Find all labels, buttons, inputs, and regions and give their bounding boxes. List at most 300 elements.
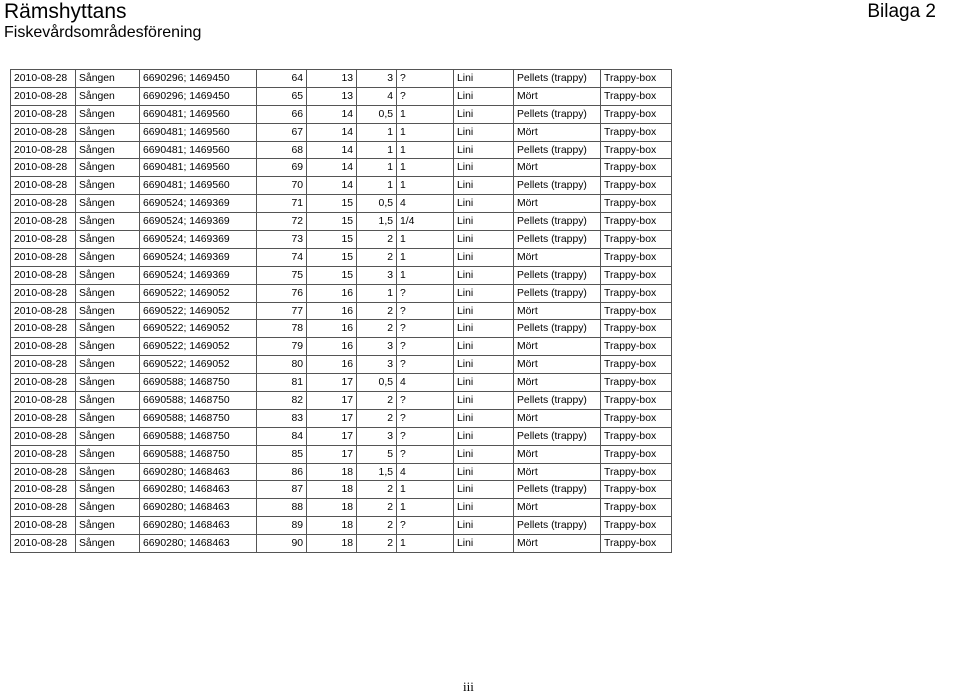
location-cell: Sången bbox=[76, 105, 140, 123]
table-row bbox=[11, 248, 672, 266]
bait-cell: Mört bbox=[514, 248, 601, 266]
table-row bbox=[11, 123, 672, 141]
method-cell: Trappy-box bbox=[601, 177, 672, 195]
date-cell: 2010-08-28 bbox=[11, 499, 76, 517]
number-cell: 82 bbox=[257, 392, 307, 410]
depth-cell: 2 bbox=[357, 517, 397, 535]
table-row bbox=[11, 481, 672, 499]
count-cell: ? bbox=[397, 392, 454, 410]
number-cell: 66 bbox=[257, 105, 307, 123]
date-cell: 2010-08-28 bbox=[11, 87, 76, 105]
depth-cell: 0,5 bbox=[357, 105, 397, 123]
count-cell: ? bbox=[397, 517, 454, 535]
line-cell: Lini bbox=[454, 105, 514, 123]
number-cell: 65 bbox=[257, 87, 307, 105]
location-cell: Sången bbox=[76, 481, 140, 499]
number-cell: 76 bbox=[257, 284, 307, 302]
date-cell: 2010-08-28 bbox=[11, 427, 76, 445]
coordinate-cell: 6690481; 1469560 bbox=[140, 123, 257, 141]
value-cell: 18 bbox=[307, 499, 357, 517]
value-cell: 18 bbox=[307, 463, 357, 481]
line-cell: Lini bbox=[454, 320, 514, 338]
coordinate-cell: 6690524; 1469369 bbox=[140, 195, 257, 213]
date-cell: 2010-08-28 bbox=[11, 535, 76, 553]
method-cell: Trappy-box bbox=[601, 499, 672, 517]
location-cell: Sången bbox=[76, 409, 140, 427]
line-cell: Lini bbox=[454, 302, 514, 320]
date-cell: 2010-08-28 bbox=[11, 409, 76, 427]
bait-cell: Pellets (trappy) bbox=[514, 141, 601, 159]
coordinate-cell: 6690524; 1469369 bbox=[140, 231, 257, 249]
count-cell: 1 bbox=[397, 535, 454, 553]
line-cell: Lini bbox=[454, 445, 514, 463]
bait-cell: Pellets (trappy) bbox=[514, 231, 601, 249]
line-cell: Lini bbox=[454, 338, 514, 356]
coordinate-cell: 6690522; 1469052 bbox=[140, 338, 257, 356]
method-cell: Trappy-box bbox=[601, 87, 672, 105]
date-cell: 2010-08-28 bbox=[11, 266, 76, 284]
table-row bbox=[11, 213, 672, 231]
number-cell: 83 bbox=[257, 409, 307, 427]
number-cell: 71 bbox=[257, 195, 307, 213]
count-cell: ? bbox=[397, 302, 454, 320]
location-cell: Sången bbox=[76, 248, 140, 266]
organization-name: Rämshyttans bbox=[4, 0, 127, 23]
bait-cell: Mört bbox=[514, 159, 601, 177]
coordinate-cell: 6690588; 1468750 bbox=[140, 409, 257, 427]
coordinate-cell: 6690280; 1468463 bbox=[140, 535, 257, 553]
count-cell: 1/4 bbox=[397, 213, 454, 231]
table-row bbox=[11, 427, 672, 445]
coordinate-cell: 6690280; 1468463 bbox=[140, 499, 257, 517]
method-cell: Trappy-box bbox=[601, 302, 672, 320]
date-cell: 2010-08-28 bbox=[11, 302, 76, 320]
coordinate-cell: 6690524; 1469369 bbox=[140, 213, 257, 231]
bait-cell: Mört bbox=[514, 338, 601, 356]
bait-cell: Mört bbox=[514, 195, 601, 213]
value-cell: 17 bbox=[307, 392, 357, 410]
number-cell: 64 bbox=[257, 70, 307, 88]
date-cell: 2010-08-28 bbox=[11, 248, 76, 266]
date-cell: 2010-08-28 bbox=[11, 463, 76, 481]
value-cell: 15 bbox=[307, 266, 357, 284]
location-cell: Sången bbox=[76, 517, 140, 535]
coordinate-cell: 6690296; 1469450 bbox=[140, 87, 257, 105]
number-cell: 70 bbox=[257, 177, 307, 195]
location-cell: Sången bbox=[76, 445, 140, 463]
location-cell: Sången bbox=[76, 70, 140, 88]
table-row bbox=[11, 302, 672, 320]
method-cell: Trappy-box bbox=[601, 284, 672, 302]
method-cell: Trappy-box bbox=[601, 356, 672, 374]
bait-cell: Mört bbox=[514, 123, 601, 141]
number-cell: 75 bbox=[257, 266, 307, 284]
table-row bbox=[11, 356, 672, 374]
table-row bbox=[11, 320, 672, 338]
value-cell: 18 bbox=[307, 535, 357, 553]
location-cell: Sången bbox=[76, 427, 140, 445]
date-cell: 2010-08-28 bbox=[11, 231, 76, 249]
number-cell: 69 bbox=[257, 159, 307, 177]
method-cell: Trappy-box bbox=[601, 248, 672, 266]
number-cell: 81 bbox=[257, 374, 307, 392]
value-cell: 15 bbox=[307, 213, 357, 231]
date-cell: 2010-08-28 bbox=[11, 195, 76, 213]
value-cell: 15 bbox=[307, 195, 357, 213]
line-cell: Lini bbox=[454, 70, 514, 88]
location-cell: Sången bbox=[76, 177, 140, 195]
coordinate-cell: 6690524; 1469369 bbox=[140, 266, 257, 284]
count-cell: 4 bbox=[397, 374, 454, 392]
bait-cell: Pellets (trappy) bbox=[514, 427, 601, 445]
count-cell: 1 bbox=[397, 248, 454, 266]
table-row bbox=[11, 266, 672, 284]
date-cell: 2010-08-28 bbox=[11, 213, 76, 231]
line-cell: Lini bbox=[454, 463, 514, 481]
location-cell: Sången bbox=[76, 141, 140, 159]
method-cell: Trappy-box bbox=[601, 481, 672, 499]
value-cell: 17 bbox=[307, 445, 357, 463]
coordinate-cell: 6690588; 1468750 bbox=[140, 427, 257, 445]
count-cell: 1 bbox=[397, 123, 454, 141]
appendix-label: Bilaga 2 bbox=[867, 1, 936, 22]
bait-cell: Pellets (trappy) bbox=[514, 105, 601, 123]
location-cell: Sången bbox=[76, 231, 140, 249]
location-cell: Sången bbox=[76, 499, 140, 517]
method-cell: Trappy-box bbox=[601, 392, 672, 410]
line-cell: Lini bbox=[454, 266, 514, 284]
date-cell: 2010-08-28 bbox=[11, 481, 76, 499]
depth-cell: 0,5 bbox=[357, 195, 397, 213]
table-row bbox=[11, 195, 672, 213]
date-cell: 2010-08-28 bbox=[11, 517, 76, 535]
bait-cell: Pellets (trappy) bbox=[514, 70, 601, 88]
count-cell: ? bbox=[397, 427, 454, 445]
line-cell: Lini bbox=[454, 374, 514, 392]
bait-cell: Mört bbox=[514, 463, 601, 481]
table-row bbox=[11, 463, 672, 481]
location-cell: Sången bbox=[76, 535, 140, 553]
date-cell: 2010-08-28 bbox=[11, 159, 76, 177]
value-cell: 15 bbox=[307, 231, 357, 249]
number-cell: 86 bbox=[257, 463, 307, 481]
number-cell: 87 bbox=[257, 481, 307, 499]
table-row bbox=[11, 499, 672, 517]
method-cell: Trappy-box bbox=[601, 266, 672, 284]
depth-cell: 2 bbox=[357, 392, 397, 410]
line-cell: Lini bbox=[454, 356, 514, 374]
coordinate-cell: 6690588; 1468750 bbox=[140, 374, 257, 392]
location-cell: Sången bbox=[76, 356, 140, 374]
value-cell: 18 bbox=[307, 517, 357, 535]
depth-cell: 2 bbox=[357, 409, 397, 427]
location-cell: Sången bbox=[76, 463, 140, 481]
depth-cell: 1 bbox=[357, 177, 397, 195]
number-cell: 72 bbox=[257, 213, 307, 231]
depth-cell: 1,5 bbox=[357, 463, 397, 481]
location-cell: Sången bbox=[76, 374, 140, 392]
depth-cell: 0,5 bbox=[357, 374, 397, 392]
method-cell: Trappy-box bbox=[601, 213, 672, 231]
bait-cell: Pellets (trappy) bbox=[514, 517, 601, 535]
depth-cell: 5 bbox=[357, 445, 397, 463]
depth-cell: 4 bbox=[357, 87, 397, 105]
value-cell: 16 bbox=[307, 356, 357, 374]
number-cell: 78 bbox=[257, 320, 307, 338]
count-cell: ? bbox=[397, 320, 454, 338]
count-cell: 4 bbox=[397, 463, 454, 481]
value-cell: 18 bbox=[307, 481, 357, 499]
value-cell: 17 bbox=[307, 374, 357, 392]
count-cell: ? bbox=[397, 338, 454, 356]
table-row bbox=[11, 374, 672, 392]
coordinate-cell: 6690522; 1469052 bbox=[140, 356, 257, 374]
value-cell: 14 bbox=[307, 105, 357, 123]
number-cell: 90 bbox=[257, 535, 307, 553]
method-cell: Trappy-box bbox=[601, 409, 672, 427]
table-row bbox=[11, 338, 672, 356]
coordinate-cell: 6690481; 1469560 bbox=[140, 105, 257, 123]
method-cell: Trappy-box bbox=[601, 195, 672, 213]
value-cell: 17 bbox=[307, 427, 357, 445]
bait-cell: Pellets (trappy) bbox=[514, 481, 601, 499]
line-cell: Lini bbox=[454, 195, 514, 213]
number-cell: 88 bbox=[257, 499, 307, 517]
coordinate-cell: 6690280; 1468463 bbox=[140, 481, 257, 499]
date-cell: 2010-08-28 bbox=[11, 177, 76, 195]
value-cell: 17 bbox=[307, 409, 357, 427]
depth-cell: 1 bbox=[357, 159, 397, 177]
location-cell: Sången bbox=[76, 392, 140, 410]
location-cell: Sången bbox=[76, 338, 140, 356]
value-cell: 16 bbox=[307, 338, 357, 356]
method-cell: Trappy-box bbox=[601, 320, 672, 338]
line-cell: Lini bbox=[454, 213, 514, 231]
value-cell: 14 bbox=[307, 159, 357, 177]
depth-cell: 2 bbox=[357, 248, 397, 266]
method-cell: Trappy-box bbox=[601, 517, 672, 535]
value-cell: 14 bbox=[307, 123, 357, 141]
bait-cell: Mört bbox=[514, 409, 601, 427]
coordinate-cell: 6690522; 1469052 bbox=[140, 284, 257, 302]
method-cell: Trappy-box bbox=[601, 463, 672, 481]
depth-cell: 3 bbox=[357, 427, 397, 445]
date-cell: 2010-08-28 bbox=[11, 338, 76, 356]
value-cell: 13 bbox=[307, 87, 357, 105]
value-cell: 13 bbox=[307, 70, 357, 88]
count-cell: ? bbox=[397, 409, 454, 427]
count-cell: 1 bbox=[397, 105, 454, 123]
depth-cell: 3 bbox=[357, 356, 397, 374]
coordinate-cell: 6690588; 1468750 bbox=[140, 445, 257, 463]
catch-data-table bbox=[10, 69, 672, 553]
line-cell: Lini bbox=[454, 231, 514, 249]
coordinate-cell: 6690522; 1469052 bbox=[140, 320, 257, 338]
coordinate-cell: 6690296; 1469450 bbox=[140, 70, 257, 88]
location-cell: Sången bbox=[76, 213, 140, 231]
number-cell: 68 bbox=[257, 141, 307, 159]
table-row bbox=[11, 159, 672, 177]
line-cell: Lini bbox=[454, 427, 514, 445]
method-cell: Trappy-box bbox=[601, 159, 672, 177]
count-cell: ? bbox=[397, 445, 454, 463]
number-cell: 79 bbox=[257, 338, 307, 356]
method-cell: Trappy-box bbox=[601, 141, 672, 159]
location-cell: Sången bbox=[76, 195, 140, 213]
count-cell: 1 bbox=[397, 266, 454, 284]
date-cell: 2010-08-28 bbox=[11, 374, 76, 392]
table-row bbox=[11, 284, 672, 302]
coordinate-cell: 6690481; 1469560 bbox=[140, 159, 257, 177]
bait-cell: Mört bbox=[514, 535, 601, 553]
method-cell: Trappy-box bbox=[601, 105, 672, 123]
bait-cell: Mört bbox=[514, 302, 601, 320]
value-cell: 16 bbox=[307, 320, 357, 338]
method-cell: Trappy-box bbox=[601, 427, 672, 445]
date-cell: 2010-08-28 bbox=[11, 320, 76, 338]
count-cell: 1 bbox=[397, 177, 454, 195]
line-cell: Lini bbox=[454, 87, 514, 105]
line-cell: Lini bbox=[454, 159, 514, 177]
number-cell: 89 bbox=[257, 517, 307, 535]
bait-cell: Pellets (trappy) bbox=[514, 392, 601, 410]
depth-cell: 3 bbox=[357, 266, 397, 284]
bait-cell: Mört bbox=[514, 499, 601, 517]
method-cell: Trappy-box bbox=[601, 123, 672, 141]
location-cell: Sången bbox=[76, 159, 140, 177]
number-cell: 84 bbox=[257, 427, 307, 445]
depth-cell: 1 bbox=[357, 141, 397, 159]
line-cell: Lini bbox=[454, 141, 514, 159]
bait-cell: Pellets (trappy) bbox=[514, 266, 601, 284]
depth-cell: 2 bbox=[357, 320, 397, 338]
coordinate-cell: 6690524; 1469369 bbox=[140, 248, 257, 266]
number-cell: 67 bbox=[257, 123, 307, 141]
method-cell: Trappy-box bbox=[601, 535, 672, 553]
location-cell: Sången bbox=[76, 284, 140, 302]
line-cell: Lini bbox=[454, 248, 514, 266]
bait-cell: Pellets (trappy) bbox=[514, 177, 601, 195]
line-cell: Lini bbox=[454, 392, 514, 410]
line-cell: Lini bbox=[454, 517, 514, 535]
date-cell: 2010-08-28 bbox=[11, 123, 76, 141]
bait-cell: Pellets (trappy) bbox=[514, 284, 601, 302]
date-cell: 2010-08-28 bbox=[11, 105, 76, 123]
bait-cell: Mört bbox=[514, 374, 601, 392]
value-cell: 15 bbox=[307, 248, 357, 266]
page-number: iii bbox=[463, 679, 474, 694]
number-cell: 77 bbox=[257, 302, 307, 320]
depth-cell: 2 bbox=[357, 499, 397, 517]
depth-cell: 3 bbox=[357, 338, 397, 356]
line-cell: Lini bbox=[454, 123, 514, 141]
table-row bbox=[11, 105, 672, 123]
page-header bbox=[4, 0, 201, 43]
count-cell: 4 bbox=[397, 195, 454, 213]
location-cell: Sången bbox=[76, 302, 140, 320]
table-row bbox=[11, 409, 672, 427]
coordinate-cell: 6690280; 1468463 bbox=[140, 463, 257, 481]
line-cell: Lini bbox=[454, 499, 514, 517]
number-cell: 80 bbox=[257, 356, 307, 374]
depth-cell: 3 bbox=[357, 70, 397, 88]
method-cell: Trappy-box bbox=[601, 374, 672, 392]
date-cell: 2010-08-28 bbox=[11, 356, 76, 374]
table-row bbox=[11, 445, 672, 463]
table-row bbox=[11, 70, 672, 88]
line-cell: Lini bbox=[454, 481, 514, 499]
bait-cell: Pellets (trappy) bbox=[514, 213, 601, 231]
date-cell: 2010-08-28 bbox=[11, 141, 76, 159]
date-cell: 2010-08-28 bbox=[11, 392, 76, 410]
line-cell: Lini bbox=[454, 177, 514, 195]
table-row bbox=[11, 392, 672, 410]
coordinate-cell: 6690481; 1469560 bbox=[140, 141, 257, 159]
line-cell: Lini bbox=[454, 409, 514, 427]
count-cell: 1 bbox=[397, 141, 454, 159]
count-cell: ? bbox=[397, 70, 454, 88]
depth-cell: 2 bbox=[357, 231, 397, 249]
coordinate-cell: 6690481; 1469560 bbox=[140, 177, 257, 195]
location-cell: Sången bbox=[76, 87, 140, 105]
location-cell: Sången bbox=[76, 123, 140, 141]
bait-cell: Mört bbox=[514, 356, 601, 374]
value-cell: 16 bbox=[307, 284, 357, 302]
depth-cell: 2 bbox=[357, 302, 397, 320]
depth-cell: 1,5 bbox=[357, 213, 397, 231]
table-row bbox=[11, 87, 672, 105]
method-cell: Trappy-box bbox=[601, 445, 672, 463]
count-cell: 1 bbox=[397, 481, 454, 499]
date-cell: 2010-08-28 bbox=[11, 70, 76, 88]
bait-cell: Pellets (trappy) bbox=[514, 320, 601, 338]
table-row bbox=[11, 177, 672, 195]
method-cell: Trappy-box bbox=[601, 70, 672, 88]
value-cell: 14 bbox=[307, 141, 357, 159]
date-cell: 2010-08-28 bbox=[11, 445, 76, 463]
count-cell: 1 bbox=[397, 231, 454, 249]
depth-cell: 1 bbox=[357, 284, 397, 302]
depth-cell: 2 bbox=[357, 481, 397, 499]
method-cell: Trappy-box bbox=[601, 231, 672, 249]
count-cell: 1 bbox=[397, 159, 454, 177]
table-row bbox=[11, 517, 672, 535]
count-cell: ? bbox=[397, 87, 454, 105]
bait-cell: Mört bbox=[514, 87, 601, 105]
value-cell: 16 bbox=[307, 302, 357, 320]
table-row bbox=[11, 141, 672, 159]
location-cell: Sången bbox=[76, 320, 140, 338]
organization-subtitle: Fiskevårdsområdesförening bbox=[4, 24, 202, 41]
depth-cell: 2 bbox=[357, 535, 397, 553]
value-cell: 14 bbox=[307, 177, 357, 195]
count-cell: 1 bbox=[397, 499, 454, 517]
location-cell: Sången bbox=[76, 266, 140, 284]
bait-cell: Mört bbox=[514, 445, 601, 463]
date-cell: 2010-08-28 bbox=[11, 284, 76, 302]
line-cell: Lini bbox=[454, 284, 514, 302]
count-cell: ? bbox=[397, 356, 454, 374]
number-cell: 73 bbox=[257, 231, 307, 249]
method-cell: Trappy-box bbox=[601, 338, 672, 356]
number-cell: 85 bbox=[257, 445, 307, 463]
line-cell: Lini bbox=[454, 535, 514, 553]
coordinate-cell: 6690588; 1468750 bbox=[140, 392, 257, 410]
depth-cell: 1 bbox=[357, 123, 397, 141]
coordinate-cell: 6690280; 1468463 bbox=[140, 517, 257, 535]
table-row bbox=[11, 535, 672, 553]
number-cell: 74 bbox=[257, 248, 307, 266]
